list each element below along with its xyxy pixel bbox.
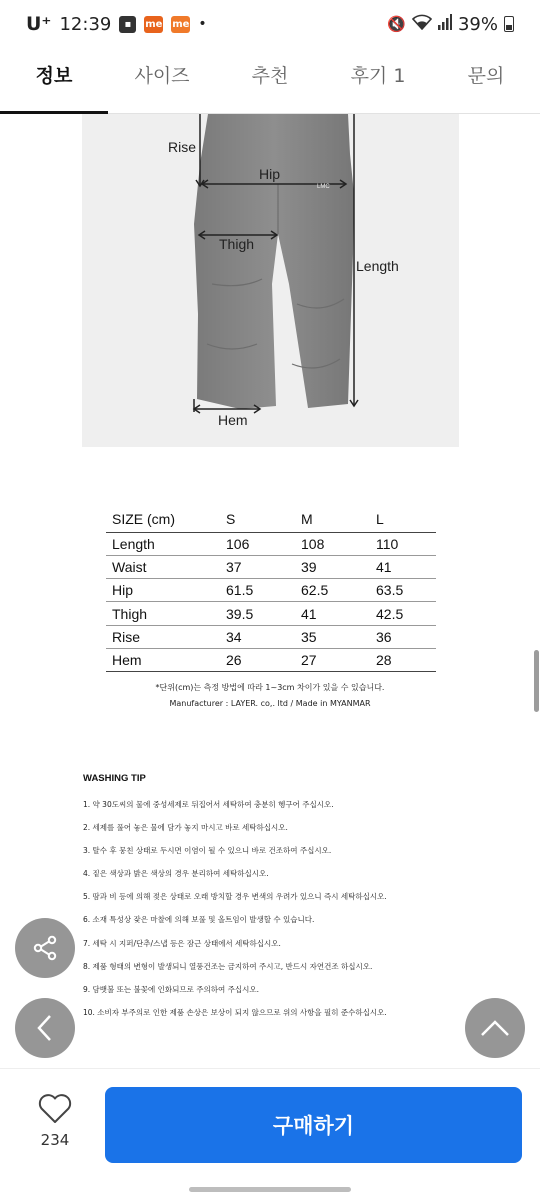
list-item: 2. 세제를 풀어 놓은 물에 담가 놓지 마시고 바로 세탁하십시오. [83, 823, 288, 833]
me-notification-icon: me [144, 16, 163, 33]
more-notifications-dot: • [198, 16, 207, 32]
cell-l: 63.5 [376, 579, 436, 602]
cell-l: 36 [376, 625, 436, 648]
cell-m: 39 [301, 555, 376, 578]
size-table [106, 506, 436, 672]
like-count: 234 [40, 1131, 70, 1149]
cell-l: 110 [376, 532, 436, 555]
table-row [106, 625, 436, 648]
cell-m: 108 [301, 532, 376, 555]
gallery-notification-icon: ▪ [119, 16, 136, 33]
battery-percent: 39% [457, 13, 498, 35]
chevron-left-icon [33, 1013, 57, 1043]
tab-recommend[interactable]: 추천 [251, 65, 289, 87]
cell-s: 34 [226, 625, 301, 648]
row-label: Thigh [106, 602, 226, 625]
cell-s: 61.5 [226, 579, 301, 602]
like-button[interactable] [30, 1093, 80, 1149]
table-row [106, 648, 436, 671]
cell-s: 26 [226, 648, 301, 671]
cell-m: 41 [301, 602, 376, 625]
battery-icon [504, 16, 514, 32]
heart-icon [37, 1093, 73, 1125]
table-row [106, 555, 436, 578]
row-label: Hem [106, 648, 226, 671]
scroll-top-button[interactable] [465, 998, 525, 1058]
hem-label: Hem [218, 412, 248, 428]
share-button[interactable] [15, 918, 75, 978]
table-row [106, 532, 436, 555]
tab-bar [0, 48, 540, 114]
table-row [106, 602, 436, 625]
wifi-icon [412, 14, 432, 34]
cell-s: 37 [226, 555, 301, 578]
row-label: Rise [106, 625, 226, 648]
status-bar [0, 0, 540, 48]
list-item: 4. 짙은 색상과 밝은 색상의 경우 분리하여 세탁하십시오. [83, 869, 269, 879]
size-guide-image [82, 114, 459, 447]
header-m: M [301, 506, 376, 532]
header-l: L [376, 506, 436, 532]
tab-size[interactable]: 사이즈 [134, 65, 190, 87]
washing-tip-list [83, 798, 387, 1029]
scrollbar-thumb[interactable] [534, 650, 539, 712]
rise-label: Rise [168, 139, 197, 155]
cell-s: 106 [226, 532, 301, 555]
pants-illustration [82, 114, 459, 447]
tab-reviews[interactable]: 후기 1 [350, 65, 406, 87]
header-size: SIZE (cm) [106, 506, 226, 532]
clock: 12:39 [59, 13, 112, 35]
header-s: S [226, 506, 301, 532]
tab-info[interactable]: 정보 [0, 48, 108, 113]
cell-l: 42.5 [376, 602, 436, 625]
chevron-up-icon [479, 1017, 511, 1039]
list-item: 7. 세탁 시 지퍼/단추/스냅 등은 잠근 상태에서 세탁하십시오. [83, 938, 281, 948]
list-item: 9. 담뱃불 또는 불꽃에 인화되므로 주의하여 주십시오. [83, 984, 259, 994]
brand-tag: LMC [317, 184, 330, 190]
signal-icon [438, 14, 452, 34]
thigh-label: Thigh [219, 236, 255, 252]
purchase-bar [0, 1068, 540, 1200]
me-notification-icon-2: me [171, 16, 190, 33]
washing-tip-title: WASHING TIP [83, 773, 146, 784]
hip-label: Hip [259, 166, 281, 182]
list-item: 8. 제품 형태의 변형이 발생되니 열풍건조는 금지하여 주시고, 반드시 자연건조 하십시오. [83, 961, 373, 971]
carrier-label: U⁺ [26, 13, 52, 35]
table-row [106, 579, 436, 602]
row-label: Length [106, 532, 226, 555]
row-label: Waist [106, 555, 226, 578]
list-item: 3. 탈수 후 뭉친 상태로 두시면 이염이 될 수 있으니 바로 건조하여 주십시오. [83, 846, 332, 856]
back-button[interactable] [15, 998, 75, 1058]
list-item: 1. 약 30도씨의 물에 중성세제로 뒤집어서 세탁하여 충분히 헹구어 주십시오. [83, 800, 334, 809]
cell-m: 62.5 [301, 579, 376, 602]
unit-note: *단위(cm)는 측정 방법에 따라 1~3cm 차이가 있을 수 있습니다. [155, 683, 385, 692]
size-table-header [106, 506, 436, 532]
home-indicator[interactable] [189, 1187, 351, 1192]
tab-inquiry[interactable]: 문의 [467, 65, 505, 87]
cell-s: 39.5 [226, 602, 301, 625]
buy-button[interactable]: 구매하기 [105, 1087, 522, 1163]
manufacturer-note: Manufacturer : LAYER. co,. ltd / Made in MYANMAR [169, 699, 371, 708]
list-item: 6. 소재 특성상 잦은 마찰에 의해 보풀 및 올트임이 발생할 수 있습니다. [83, 915, 315, 925]
row-label: Hip [106, 579, 226, 602]
length-label: Length [356, 258, 399, 274]
list-item: 10. 소비자 부주의로 인한 제품 손상은 보상이 되지 않으므로 위의 사항을 필히 준수하십시오. [83, 1007, 387, 1017]
mute-icon: 🔇 [387, 15, 406, 33]
cell-m: 27 [301, 648, 376, 671]
cell-l: 41 [376, 555, 436, 578]
list-item: 5. 땀과 비 등에 의해 젖은 상태로 오래 방치할 경우 변색의 우려가 있으니 즉시 세탁하십시오. [83, 892, 387, 902]
share-icon [31, 934, 59, 962]
cell-m: 35 [301, 625, 376, 648]
cell-l: 28 [376, 648, 436, 671]
